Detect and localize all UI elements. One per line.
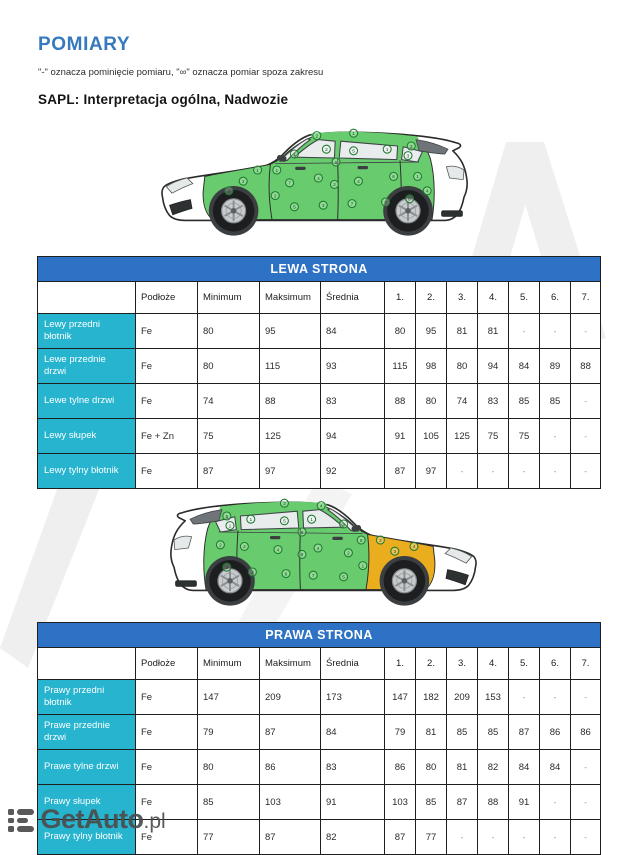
measurement-cell: 182 [416, 680, 447, 715]
left-side-table [37, 256, 601, 489]
measurement-cell: 86 [571, 715, 601, 750]
measurement-cell: - [571, 680, 601, 715]
measurement-cell: 84 [509, 349, 540, 384]
measurement-cell: 98 [416, 349, 447, 384]
measurement-cell: 147 [198, 680, 260, 715]
svg-text:6: 6 [392, 175, 395, 181]
car-diagram-left-side [152, 114, 488, 242]
svg-text:2: 2 [347, 551, 350, 557]
column-header: Maksimum [260, 648, 321, 680]
svg-text:5: 5 [342, 575, 345, 581]
measurement-cell: 87 [260, 820, 321, 855]
svg-text:1: 1 [334, 160, 338, 166]
column-header: 7. [571, 282, 601, 314]
measurement-cell: Fe [136, 750, 198, 785]
measurement-cell: - [540, 680, 571, 715]
measurement-cell: - [509, 680, 540, 715]
measurement-cell: 85 [416, 785, 447, 820]
measurement-cell: 87 [198, 454, 260, 489]
svg-text:8: 8 [300, 553, 304, 559]
svg-text:3: 3 [283, 501, 286, 507]
measurement-cell: - [509, 314, 540, 349]
measurement-cell: - [447, 820, 478, 855]
measurement-cell: 88 [571, 349, 601, 384]
measurement-cell: Fe [136, 680, 198, 715]
measurement-cell: 75 [198, 419, 260, 454]
measurement-cell: 91 [385, 419, 416, 454]
table-row [38, 419, 601, 454]
measurement-cell: - [478, 820, 509, 855]
table-header-row [38, 648, 601, 680]
measurement-cell: 97 [260, 454, 321, 489]
measurement-cell: 80 [447, 349, 478, 384]
measurement-cell: 97 [416, 454, 447, 489]
measurement-cell: - [571, 785, 601, 820]
measurement-cell: 88 [385, 384, 416, 419]
column-header: 1. [385, 648, 416, 680]
svg-text:2: 2 [333, 183, 336, 189]
column-header: Minimum [198, 282, 260, 314]
measurement-cell: Fe + Zn [136, 419, 198, 454]
column-header: 7. [571, 648, 601, 680]
measurement-cell: 91 [321, 785, 385, 820]
row-label: Lewe tylne drzwi [38, 384, 136, 419]
row-label: Prawy słupek [38, 785, 136, 820]
measurement-cell: 209 [260, 680, 321, 715]
measurement-cell: 84 [321, 715, 385, 750]
measurement-cell: 83 [478, 384, 509, 419]
measurement-cell: 153 [478, 680, 509, 715]
measurement-cell: - [540, 454, 571, 489]
measurement-cell: - [571, 314, 601, 349]
column-header: Średnia [321, 282, 385, 314]
measurement-cell: 94 [321, 419, 385, 454]
measurement-cell: 147 [385, 680, 416, 715]
measurement-cell: 93 [321, 349, 385, 384]
column-header: Podłoże [136, 648, 198, 680]
measurement-cell: 84 [540, 750, 571, 785]
column-header: 3. [447, 648, 478, 680]
column-header: 4. [478, 282, 509, 314]
measurement-cell: 84 [321, 314, 385, 349]
measurement-cell: 125 [447, 419, 478, 454]
measurement-cell: 77 [198, 820, 260, 855]
column-header: 2. [416, 648, 447, 680]
measurement-cell: - [478, 454, 509, 489]
measurement-cell: 85 [478, 715, 509, 750]
getauto-logo-icon [8, 807, 34, 832]
table-header-row [38, 282, 601, 314]
column-header: Minimum [198, 648, 260, 680]
svg-text:3: 3 [225, 565, 229, 571]
column-header [38, 648, 136, 680]
measurement-cell: 89 [540, 349, 571, 384]
measurement-cell: 87 [385, 820, 416, 855]
row-label: Prawy przedni błotnik [38, 680, 136, 715]
column-header: 6. [540, 282, 571, 314]
measurement-cell: 95 [416, 314, 447, 349]
measurement-cell: 80 [198, 349, 260, 384]
measurement-cell: 87 [509, 715, 540, 750]
measurement-cell: 75 [509, 419, 540, 454]
svg-text:7: 7 [350, 202, 354, 208]
column-header: 3. [447, 282, 478, 314]
svg-text:2: 2 [219, 543, 222, 549]
table-row [38, 349, 601, 384]
measurement-cell: 85 [509, 384, 540, 419]
measurement-cell: Fe [136, 349, 198, 384]
svg-text:3: 3 [321, 203, 325, 209]
measurement-cell: - [571, 750, 601, 785]
measurement-cell: 81 [447, 314, 478, 349]
measurement-cell: 88 [260, 384, 321, 419]
measurement-cell: 86 [385, 750, 416, 785]
column-header: 4. [478, 648, 509, 680]
svg-text:5: 5 [352, 149, 355, 155]
measurement-cell: 105 [416, 419, 447, 454]
measurement-cell: 125 [260, 419, 321, 454]
column-header: 5. [509, 648, 540, 680]
measurement-cell: 94 [478, 349, 509, 384]
measurement-cell: 85 [540, 384, 571, 419]
svg-text:3: 3 [384, 200, 387, 206]
legend-note: "-" oznacza pominięcie pomiaru, "∞" oznacza pomiar spoza zakresu [38, 67, 324, 78]
measurement-cell: Fe [136, 715, 198, 750]
measurement-cell: 82 [478, 750, 509, 785]
svg-text:4: 4 [317, 176, 320, 182]
svg-text:7: 7 [288, 181, 291, 187]
row-label: Prawy tylny błotnik [38, 820, 136, 855]
svg-text:6: 6 [300, 530, 304, 536]
measurement-cell: - [540, 820, 571, 855]
measurement-cell: 83 [321, 750, 385, 785]
measurement-cell: 173 [321, 680, 385, 715]
measurement-cell: - [540, 785, 571, 820]
measurement-cell: 83 [321, 384, 385, 419]
table-row [38, 680, 601, 715]
measurement-cell: 115 [385, 349, 416, 384]
column-header: 1. [385, 282, 416, 314]
measurement-cell: 80 [385, 314, 416, 349]
svg-text:3: 3 [251, 570, 254, 576]
svg-text:5: 5 [225, 514, 229, 520]
svg-text:4: 4 [357, 179, 360, 185]
svg-text:6: 6 [408, 197, 411, 203]
measurement-cell: 87 [385, 454, 416, 489]
measurement-cell: 95 [260, 314, 321, 349]
measurement-cell: 74 [447, 384, 478, 419]
svg-text:3: 3 [342, 522, 345, 528]
svg-text:3: 3 [406, 154, 410, 160]
measurement-cell: 75 [478, 419, 509, 454]
measurement-cell: 81 [416, 715, 447, 750]
svg-text:3: 3 [227, 189, 231, 195]
row-label: Lewy przedni błotnik [38, 314, 136, 349]
measurement-cell: 209 [447, 680, 478, 715]
measurement-cell: - [447, 454, 478, 489]
measurement-cell: 103 [260, 785, 321, 820]
svg-text:2: 2 [325, 147, 328, 153]
svg-text:1: 1 [310, 517, 313, 523]
measurement-cell: - [540, 419, 571, 454]
measurement-cell: 79 [198, 715, 260, 750]
measurement-cell: 79 [385, 715, 416, 750]
measurement-cell: Fe [136, 820, 198, 855]
measurement-cell: - [571, 820, 601, 855]
svg-text:5: 5 [293, 205, 296, 211]
table-title-row [38, 257, 601, 282]
svg-text:2: 2 [243, 545, 246, 551]
svg-text:1: 1 [256, 168, 259, 174]
column-header: Podłoże [136, 282, 198, 314]
measurement-cell: 84 [509, 750, 540, 785]
table-title: LEWA STRONA [38, 257, 601, 282]
table-row [38, 750, 601, 785]
measurement-cell: 80 [198, 314, 260, 349]
column-header: Średnia [321, 648, 385, 680]
svg-text:2: 2 [241, 179, 245, 185]
svg-text:4: 4 [319, 504, 323, 510]
column-header: Maksimum [260, 282, 321, 314]
svg-text:4: 4 [316, 546, 320, 552]
table-row [38, 384, 601, 419]
svg-text:1: 1 [228, 524, 232, 530]
measurement-cell: 80 [416, 750, 447, 785]
measurement-cell: 81 [447, 750, 478, 785]
measurement-cell: 85 [447, 715, 478, 750]
svg-text:4: 4 [412, 545, 416, 551]
measurement-cell: Fe [136, 785, 198, 820]
measurement-cell: 77 [416, 820, 447, 855]
section-title: SAPL: Interpretacja ogólna, Nadwozie [38, 92, 289, 107]
svg-text:7: 7 [311, 573, 315, 579]
svg-text:2: 2 [379, 538, 382, 544]
svg-text:5: 5 [283, 519, 286, 525]
svg-text:8: 8 [359, 538, 363, 544]
svg-text:1: 1 [352, 131, 355, 137]
row-label: Lewy tylny błotnik [38, 454, 136, 489]
measurement-cell: 88 [478, 785, 509, 820]
svg-text:4: 4 [276, 548, 280, 554]
getauto-logo [8, 806, 166, 833]
measurement-cell: 92 [321, 454, 385, 489]
svg-text:3: 3 [409, 144, 413, 150]
measurement-cell: Fe [136, 384, 198, 419]
column-header [38, 282, 136, 314]
measurement-cell: - [540, 314, 571, 349]
svg-text:1: 1 [249, 517, 253, 523]
svg-text:3: 3 [393, 549, 397, 555]
measurement-cell: 74 [198, 384, 260, 419]
svg-text:1: 1 [275, 168, 279, 174]
measurement-cell: - [571, 384, 601, 419]
car-diagram-right-side [150, 484, 486, 612]
svg-text:1: 1 [293, 152, 296, 158]
column-header: 6. [540, 648, 571, 680]
measurement-cell: 82 [321, 820, 385, 855]
measurement-cell: - [509, 820, 540, 855]
measurement-cell: 85 [198, 785, 260, 820]
column-header: 5. [509, 282, 540, 314]
measurement-cell: 115 [260, 349, 321, 384]
measurement-cell: 80 [416, 384, 447, 419]
measurement-cell: 81 [478, 314, 509, 349]
measurement-cell: Fe [136, 314, 198, 349]
getauto-logo-text: GetAuto .pl [40, 804, 166, 834]
measurement-cell: 103 [385, 785, 416, 820]
svg-text:6: 6 [284, 572, 288, 578]
measurement-cell: 86 [540, 715, 571, 750]
page-title: POMIARY [38, 34, 131, 55]
svg-text:2: 2 [315, 134, 319, 140]
row-label: Prawe tylne drzwi [38, 750, 136, 785]
row-label: Lewy słupek [38, 419, 136, 454]
svg-text:4: 4 [425, 189, 429, 195]
table-row [38, 314, 601, 349]
measurement-cell: 80 [198, 750, 260, 785]
column-header: 2. [416, 282, 447, 314]
svg-text:1: 1 [361, 564, 365, 570]
measurement-cell: - [571, 454, 601, 489]
row-label: Lewe przednie drzwi [38, 349, 136, 384]
svg-text:1: 1 [385, 147, 389, 153]
svg-text:1: 1 [416, 175, 419, 181]
measurement-cell: 86 [260, 750, 321, 785]
table-title: PRAWA STRONA [38, 623, 601, 648]
svg-text:2: 2 [273, 194, 277, 200]
measurement-cell: 91 [509, 785, 540, 820]
measurement-cell: 87 [260, 715, 321, 750]
table-title-row [38, 623, 601, 648]
table-row [38, 715, 601, 750]
measurement-cell: 87 [447, 785, 478, 820]
measurement-cell: Fe [136, 454, 198, 489]
measurement-cell: - [571, 419, 601, 454]
measurement-cell: - [509, 454, 540, 489]
row-label: Prawe przednie drzwi [38, 715, 136, 750]
